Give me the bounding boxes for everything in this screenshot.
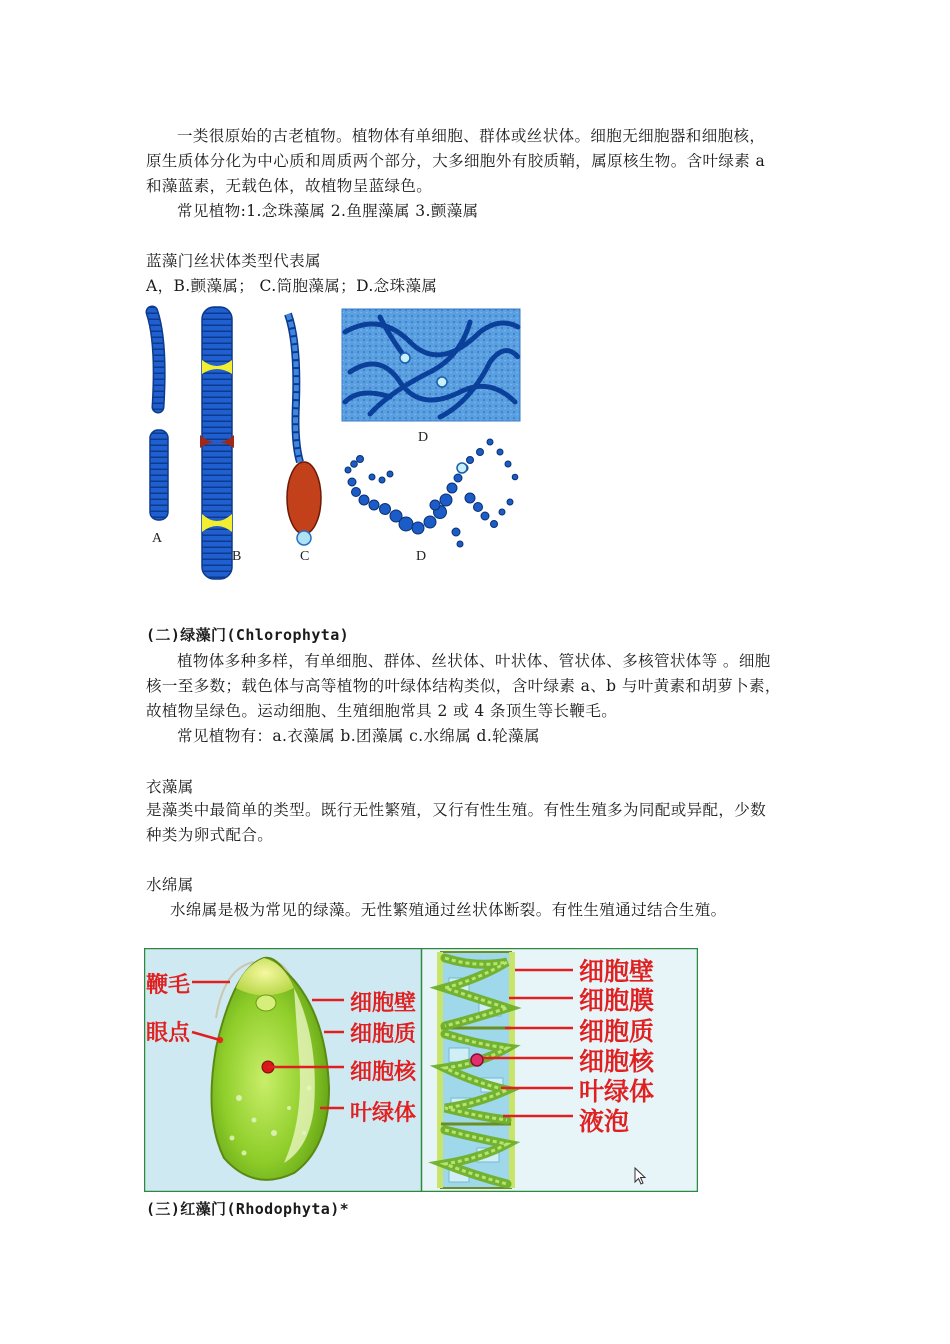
rhodophyta-heading: (三)红藻门(Rhodophyta)* (146, 1200, 350, 1218)
chlorophyta-desc-line-2: 核一至多数；载色体与高等植物的叶绿体结构类似，含叶绿素 a、b 与叶黄素和胡萝卜素， (146, 677, 781, 695)
chlorophyta-common-plants: 常见植物有：a.衣藻属 b.团藻属 c.水绵属 d.轮藻属 (177, 727, 540, 745)
spirogyra-title: 水绵属 (146, 876, 194, 894)
label-c: C (300, 549, 310, 564)
filament-b (200, 307, 234, 579)
label-d-top: D (418, 430, 429, 445)
chlamydomonas-title: 衣藻属 (146, 778, 194, 796)
spirogyra-desc: 水绵属是极为常见的绿藻。无性繁殖通过丝状体断裂。有性生殖通过结合生殖。 (170, 901, 727, 919)
filament-d-colony (342, 309, 520, 421)
filament-a (150, 312, 168, 520)
label-d-bottom: D (416, 549, 427, 564)
label-spiro-cell-membrane: 细胞膜 (579, 986, 655, 1015)
label-b: B (232, 549, 242, 564)
label-spiro-vacuole: 液泡 (579, 1107, 630, 1136)
label-spiro-nucleus: 细胞核 (579, 1047, 655, 1076)
label-spiro-chloroplast: 叶绿体 (579, 1077, 655, 1106)
label-chlamy-chloroplast: 叶绿体 (350, 1101, 417, 1126)
chlorophyta-desc-line-1: 植物体多种多样，有单细胞、群体、丝状体、叶状体、管状体、多核管状体等 。细胞 (177, 652, 771, 670)
cyanophyta-common-plants: 常见植物:1.念珠藻属 2.鱼腥藻属 3.颤藻属 (177, 202, 479, 220)
spirogyra-diagram (421, 948, 698, 1192)
cyanophyta-intro-line-2: 原生质体分化为中心质和周质两个部分，大多细胞外有胶质鞘，属原核生物。含叶绿素 a (146, 152, 766, 170)
cyanophyta-filament-figure (140, 302, 530, 587)
label-spiro-cytoplasm: 细胞质 (579, 1017, 655, 1046)
chlorophyta-desc-line-3: 故植物呈绿色。运动细胞、生殖细胞常具 2 或 4 条顶生等长鞭毛。 (146, 702, 618, 720)
filament-c (287, 314, 321, 545)
chlorophyta-heading: (二)绿藻门(Chlorophyta) (146, 626, 350, 644)
label-spiro-cell-wall: 细胞壁 (579, 957, 655, 986)
chlamydomonas-desc-line-1: 是藻类中最简单的类型。既行无性繁殖，又行有性生殖。有性生殖多为同配或异配，少数 (146, 801, 767, 819)
filament-d-chain (345, 439, 518, 547)
cyanophyta-intro-line-1: 一类很原始的古老植物。植物体有单细胞、群体或丝状体。细胞无细胞器和细胞核， (177, 127, 766, 145)
label-chlamy-nucleus: 细胞核 (350, 1060, 417, 1085)
label-flagellum: 鞭毛 (146, 973, 191, 998)
label-a: A (152, 531, 163, 546)
cyanophyta-intro-line-3: 和藻蓝素，无载色体，故植物呈蓝绿色。 (146, 177, 433, 195)
label-chlamy-cell-wall: 细胞壁 (350, 991, 417, 1016)
label-chlamy-cytoplasm: 细胞质 (350, 1022, 417, 1047)
cyanophyta-figure-title: 蓝藻门丝状体类型代表属 (146, 252, 321, 270)
chlamydomonas-diagram (144, 948, 422, 1192)
label-eyespot: 眼点 (146, 1021, 191, 1046)
chlamydomonas-desc-line-2: 种类为卵式配合。 (146, 826, 274, 844)
cyanophyta-figure-caption: A，B.颤藻属； C.筒胞藻属；D.念珠藻属 (146, 277, 438, 295)
